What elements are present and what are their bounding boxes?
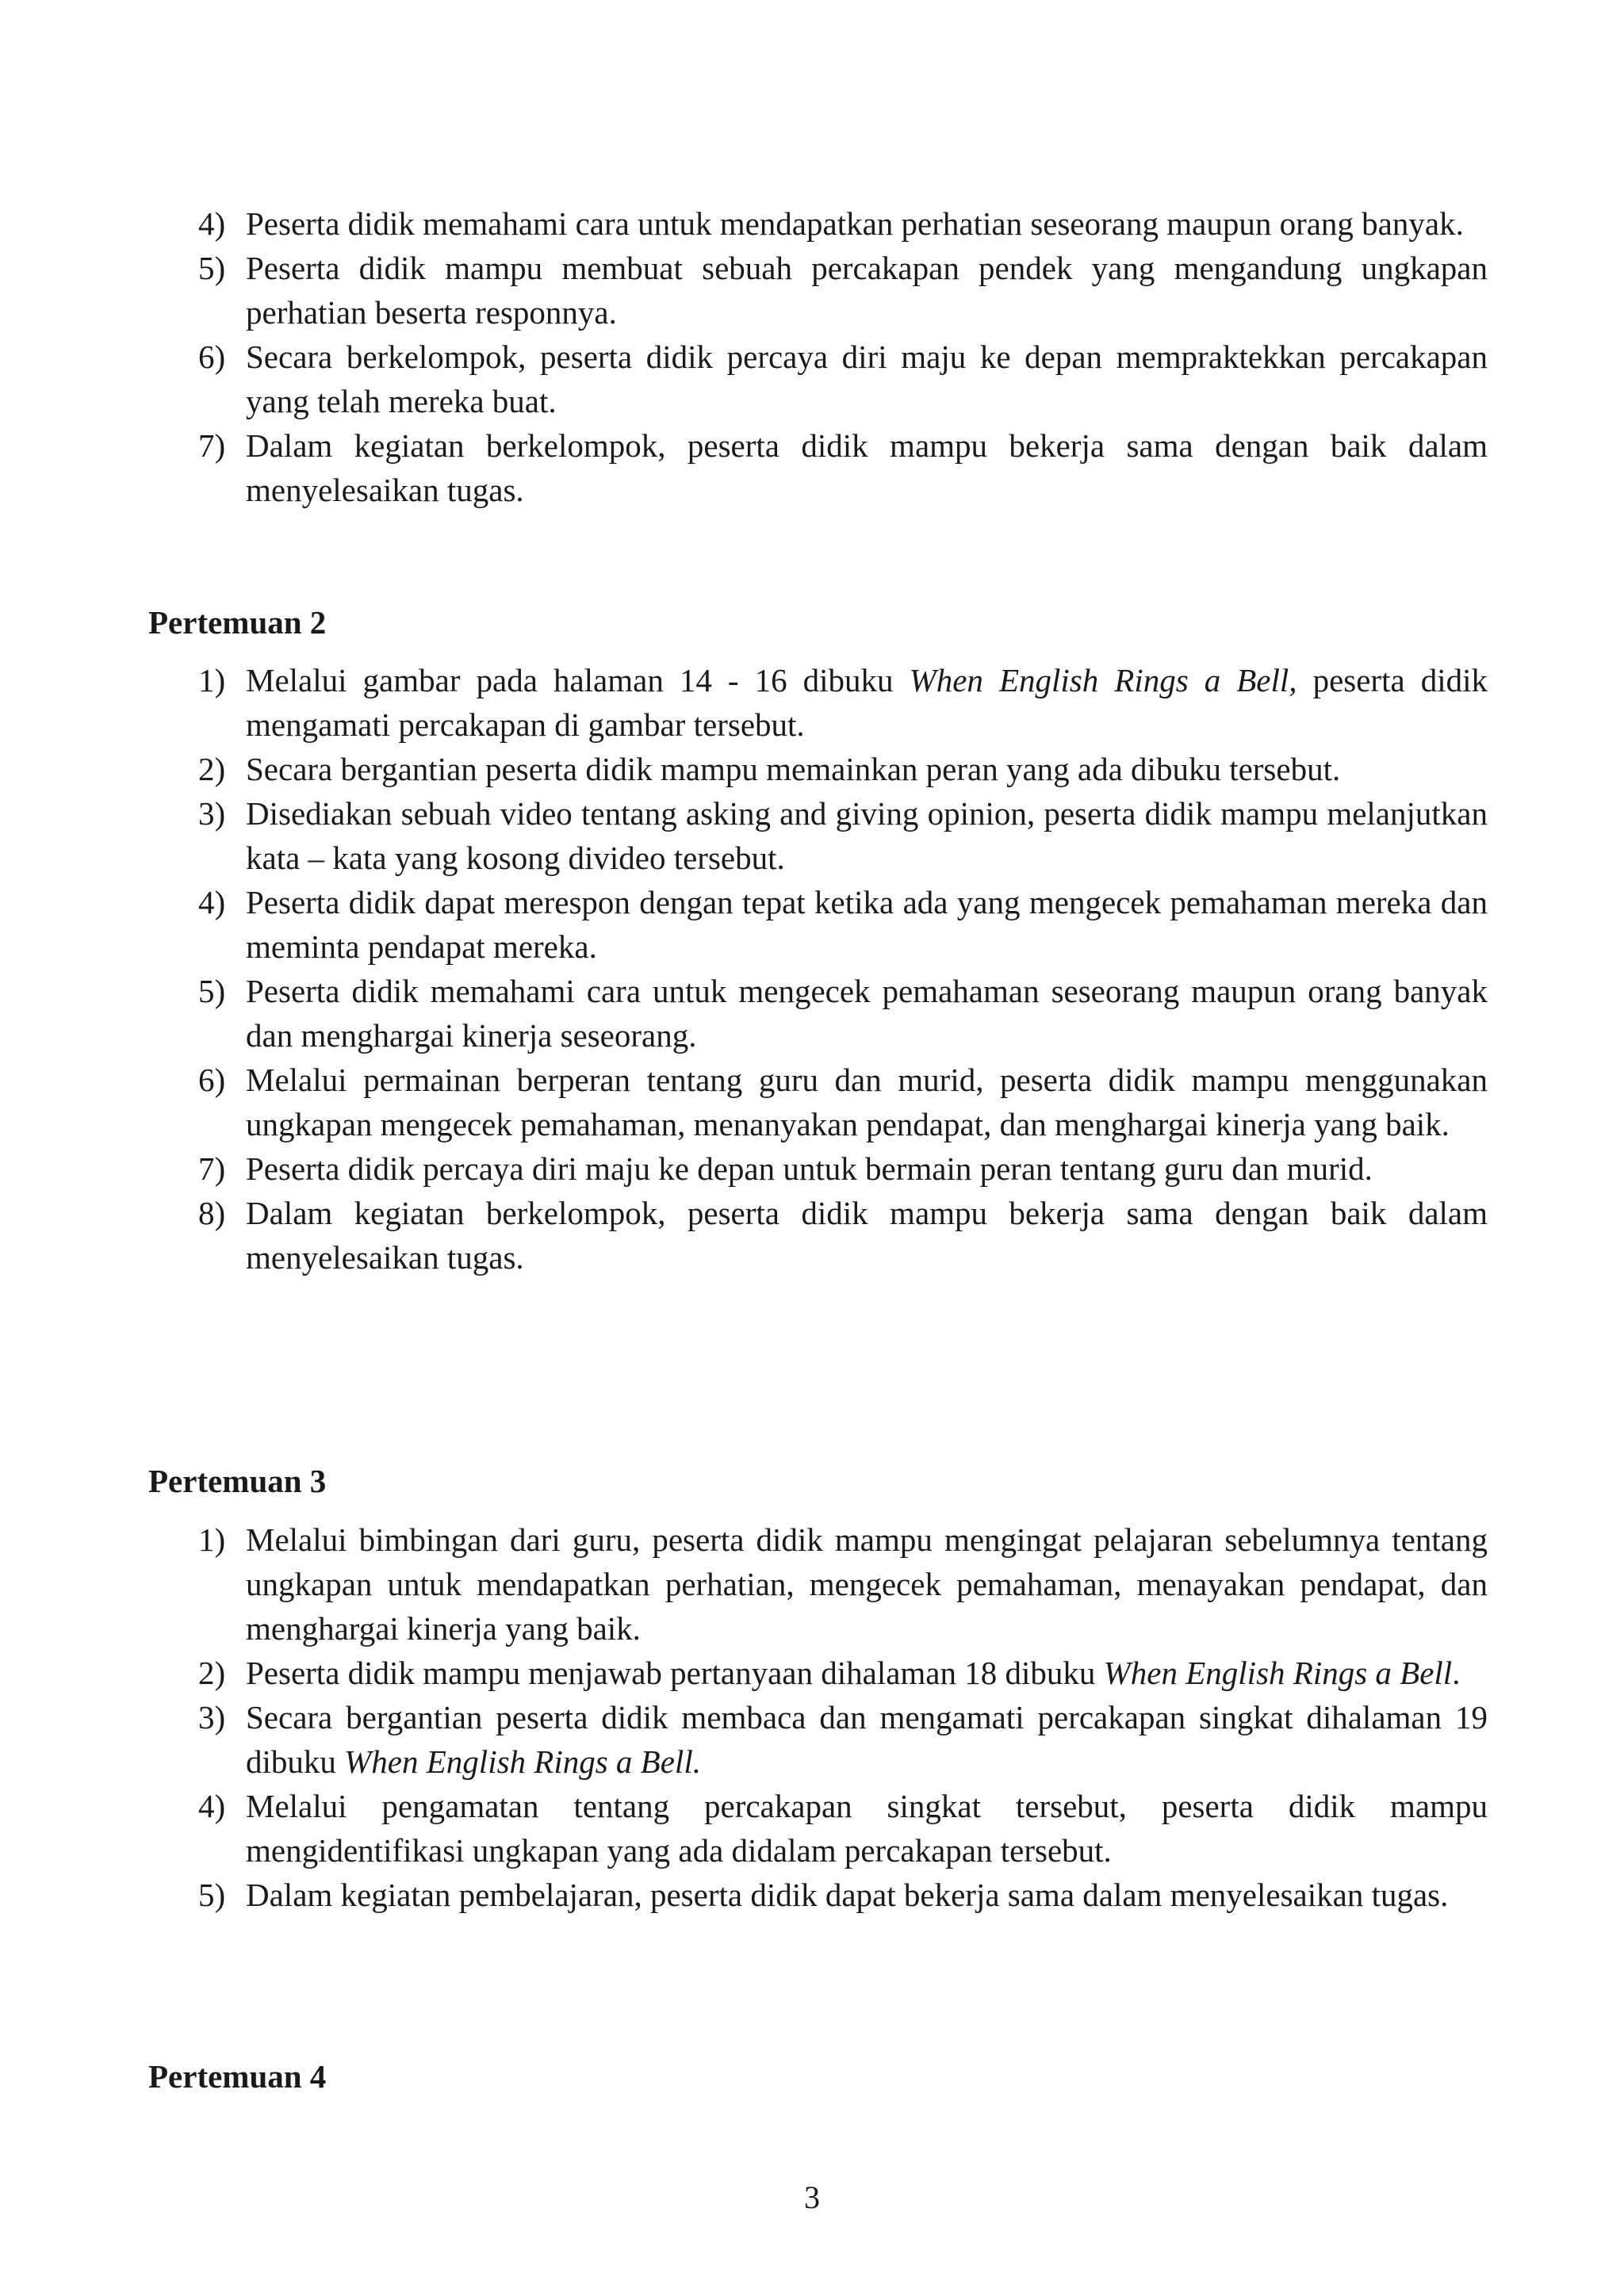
item-number: 3): [198, 1699, 226, 1735]
item-text: Dalam kegiatan berkelompok, peserta didik mampu bekerja sama dengan baik dalam menyelesaikan tugas.: [246, 1195, 1488, 1276]
item-number: 1): [198, 662, 226, 698]
item-number: 5): [198, 973, 226, 1009]
pertemuan-3-list: [0, 1517, 1624, 1917]
item-number: 7): [198, 427, 226, 464]
item-text: Disediakan sebuah video tentang asking and giving opinion, peserta didik mampu melanjutkan kata – kata yang kosong divideo tersebut.: [246, 795, 1488, 876]
list-item: [0, 1146, 1488, 1191]
item-text: Peserta didik memahami cara untuk mendapatkan perhatian seseorang maupun orang banyak.: [246, 205, 1464, 242]
item-number: 1): [198, 1521, 226, 1558]
list-item: [0, 747, 1488, 791]
item-text-after: peserta didik mengamati percakapan di gambar tersebut.: [246, 662, 1488, 743]
item-number: 3): [198, 795, 226, 832]
list-item: [0, 246, 1488, 335]
list-item: [0, 658, 1488, 747]
list-item: [0, 1695, 1488, 1784]
item-text-before: Secara bergantian peserta didik membaca dan mengamati percakapan singkat dihalaman 19 dibuku: [246, 1699, 1488, 1780]
list-item: [0, 201, 1488, 246]
item-number: 2): [198, 751, 226, 787]
list-item: [0, 423, 1488, 512]
item-number: 5): [198, 250, 226, 286]
item-number: 4): [198, 205, 226, 242]
book-title: When English Rings a Bell: [1103, 1655, 1453, 1691]
intro-list-block: [0, 201, 1624, 512]
item-text: Peserta didik mampu membuat sebuah percakapan pendek yang mengandung ungkapan perhatian beserta responnya.: [246, 250, 1488, 331]
list-item: [0, 969, 1488, 1058]
item-text: Secara berkelompok, peserta didik percaya diri maju ke depan mempraktekkan percakapan yang telah mereka buat.: [246, 339, 1488, 419]
intro-list: [0, 201, 1624, 512]
book-title: When English Rings a Bell.: [344, 1743, 701, 1780]
item-text-before: Melalui gambar pada halaman 14 - 16 dibuku: [246, 662, 910, 698]
section-heading-pertemuan-3: Pertemuan 3: [148, 1463, 327, 1499]
list-item: [0, 1191, 1488, 1280]
item-text: Peserta didik dapat merespon dengan tepat ketika ada yang mengecek pemahaman mereka dan meminta pendapat mereka.: [246, 884, 1488, 965]
section-heading-pertemuan-4: Pertemuan 4: [148, 2058, 327, 2095]
page-number: 3: [804, 2179, 820, 2215]
list-item: [0, 335, 1488, 423]
item-text: Melalui bimbingan dari guru, peserta didik mampu mengingat pelajaran sebelumnya tentang ungkapan untuk mendapatkan perhatian, mengecek pemahaman, menayakan pendapat, dan menghargai kinerja yang baik.: [246, 1521, 1488, 1647]
item-number: 6): [198, 339, 226, 375]
item-text: Melalui pengamatan tentang percakapan singkat tersebut, peserta didik mampu mengidentifikasi ungkapan yang ada didalam percakapan tersebut.: [246, 1788, 1488, 1869]
list-item: [0, 1873, 1488, 1917]
item-number: 2): [198, 1655, 226, 1691]
list-item: [0, 791, 1488, 880]
item-number: 7): [198, 1150, 226, 1187]
section-heading-pertemuan-2: Pertemuan 2: [148, 604, 327, 641]
pertemuan-2-list: [0, 658, 1624, 1280]
pertemuan-3-list-block: [0, 1517, 1624, 1917]
item-number: 6): [198, 1062, 226, 1098]
book-title: When English Rings a Bell,: [909, 662, 1297, 698]
item-text: Dalam kegiatan berkelompok, peserta didik mampu bekerja sama dengan baik dalam menyelesaikan tugas.: [246, 427, 1488, 508]
list-item: [0, 1651, 1488, 1695]
list-item: [0, 880, 1488, 969]
item-number: 8): [198, 1195, 226, 1231]
list-item: [0, 1058, 1488, 1146]
item-text: Melalui permainan berperan tentang guru dan murid, peserta didik mampu menggunakan ungkapan mengecek pemahaman, menanyakan pendapat, dan menghargai kinerja yang baik.: [246, 1062, 1488, 1142]
list-item: [0, 1517, 1488, 1651]
item-number: 5): [198, 1877, 226, 1913]
pertemuan-2-list-block: [0, 658, 1624, 1280]
item-text: Peserta didik memahami cara untuk mengecek pemahaman seseorang maupun orang banyak dan menghargai kinerja seseorang.: [246, 973, 1488, 1054]
item-text-after: .: [1452, 1655, 1461, 1691]
item-text: Dalam kegiatan pembelajaran, peserta didik dapat bekerja sama dalam menyelesaikan tugas.: [246, 1877, 1449, 1913]
item-number: 4): [198, 1788, 226, 1824]
item-number: 4): [198, 884, 226, 920]
item-text: Secara bergantian peserta didik mampu memainkan peran yang ada dibuku tersebut.: [246, 751, 1341, 787]
item-text-before: Peserta didik mampu menjawab pertanyaan dihalaman 18 dibuku: [246, 1655, 1104, 1691]
item-text: Peserta didik percaya diri maju ke depan untuk bermain peran tentang guru dan murid.: [246, 1150, 1373, 1187]
list-item: [0, 1784, 1488, 1873]
